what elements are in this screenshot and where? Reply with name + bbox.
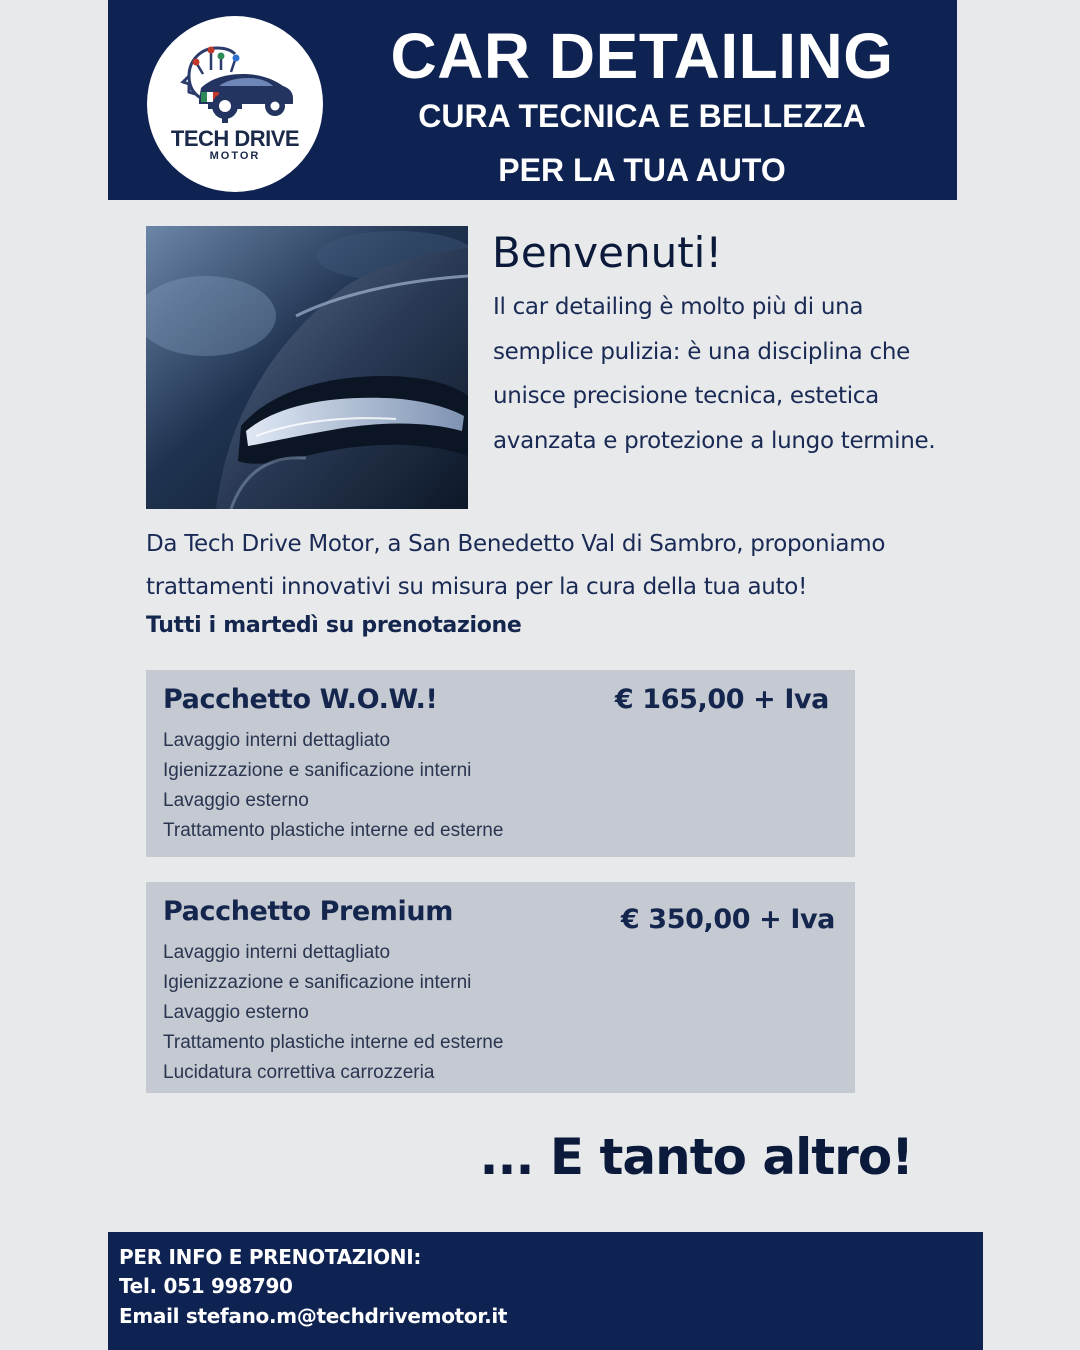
subtitle-line-2: PER LA TUA AUTO (498, 152, 786, 188)
header-banner (108, 0, 957, 200)
list-item: Lavaggio esterno (163, 790, 309, 811)
logo-subname: MOTOR (209, 150, 261, 162)
list-item: Lavaggio esterno (163, 1002, 309, 1023)
logo-name: TECH DRIVE (170, 126, 300, 151)
contact-phone: Tel. 051 998790 (119, 1274, 293, 1298)
car-headlight-photo (146, 226, 468, 509)
list-item: Trattamento plastiche interne ed esterne (163, 1032, 504, 1053)
list-item: Lavaggio interni dettagliato (163, 942, 391, 963)
package-name: Pacchetto Premium (163, 896, 453, 927)
intro-paragraph: Il car detailing è molto più di una semplice pulizia: è una disciplina che unisce precisione tecnica, estetica avanzata e protezione a lungo termine. (493, 294, 936, 454)
package-card-wow (146, 670, 855, 857)
list-item: Lucidatura correttiva carrozzeria (163, 1062, 435, 1083)
logo (147, 16, 323, 192)
contact-footer (108, 1232, 983, 1350)
page-title: CAR DETAILING (390, 20, 894, 92)
package-card-premium (146, 882, 855, 1093)
package-items (163, 938, 503, 1088)
more-tagline: ... E tanto altro! (479, 1128, 913, 1186)
list-item: Igienizzazione e sanificazione interni (163, 760, 472, 781)
welcome-heading: Benvenuti! (492, 228, 723, 277)
contact-heading: PER INFO E PRENOTAZIONI: (119, 1245, 422, 1269)
schedule-note: Tutti i martedì su prenotazione (146, 613, 522, 638)
package-name: Pacchetto W.O.W.! (163, 684, 438, 715)
list-item: Trattamento plastiche interne ed esterne (163, 820, 504, 841)
package-price: € 165,00 + Iva (614, 684, 829, 715)
list-item: Lavaggio interni dettagliato (163, 730, 391, 751)
list-item: Igienizzazione e sanificazione interni (163, 972, 472, 993)
car-headlight-image-icon (146, 226, 468, 509)
car-brain-logo-icon (165, 30, 305, 125)
package-items (163, 726, 503, 846)
contact-email: Email stefano.m@techdrivemotor.it (119, 1304, 508, 1328)
location-paragraph: Da Tech Drive Motor, a San Benedetto Val di Sambro, proponiamo trattamenti innovativi su misura per la cura della tua auto! (146, 531, 886, 600)
package-price: € 350,00 + Iva (620, 904, 835, 935)
subtitle-line-1: CURA TECNICA E BELLEZZA (418, 98, 866, 134)
